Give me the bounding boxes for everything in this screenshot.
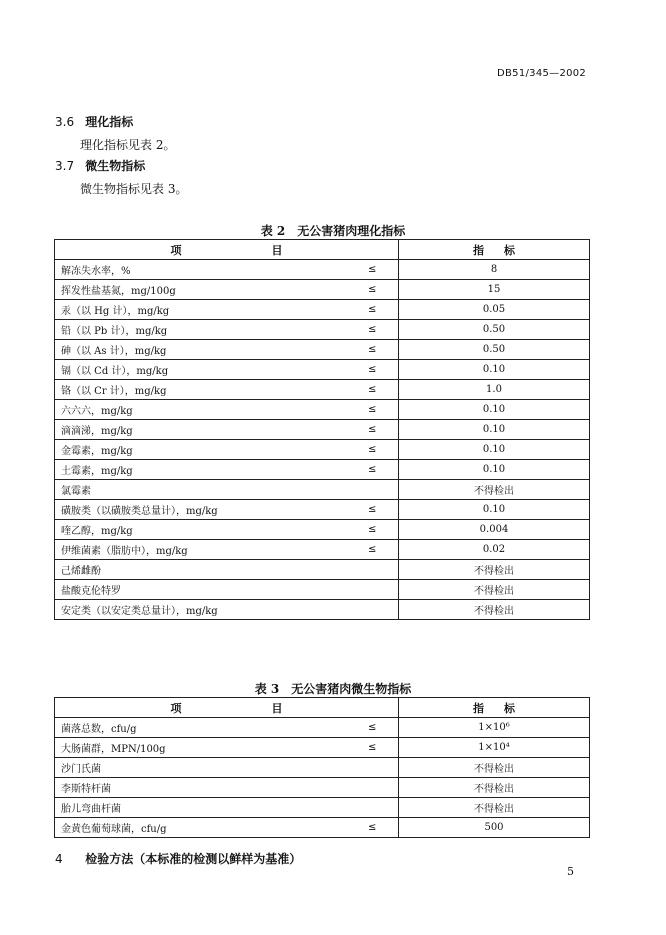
table-row — [55, 420, 590, 440]
table-row — [55, 320, 590, 340]
header-item: 项目 — [55, 698, 399, 718]
row-value: 不得检出 — [399, 758, 590, 778]
row-comparator: ≤ — [347, 340, 399, 360]
row-name: 安定类（以安定类总量计），mg/kg — [55, 600, 347, 620]
header-value: 指标 — [399, 240, 590, 260]
table-row — [55, 798, 590, 818]
table-row — [55, 480, 590, 500]
table-3 — [54, 697, 590, 838]
table-header-row — [55, 698, 590, 718]
row-value: 0.10 — [399, 440, 590, 460]
row-comparator: ≤ — [347, 360, 399, 380]
section-4-heading — [55, 850, 301, 867]
row-name: 砷（以 As 计），mg/kg — [55, 340, 347, 360]
row-comparator — [347, 580, 399, 600]
row-name: 金黄色葡萄球菌，cfu/g — [55, 818, 347, 838]
row-name: 铅（以 Pb 计），mg/kg — [55, 320, 347, 340]
row-value: 0.10 — [399, 420, 590, 440]
table-row — [55, 718, 590, 738]
section-number: 4 — [55, 852, 63, 866]
row-comparator — [347, 798, 399, 818]
row-comparator — [347, 758, 399, 778]
row-name: 李斯特杆菌 — [55, 778, 347, 798]
row-comparator: ≤ — [347, 420, 399, 440]
table-row — [55, 580, 590, 600]
row-name: 大肠菌群，MPN/100g — [55, 738, 347, 758]
row-name: 铬（以 Cr 计），mg/kg — [55, 380, 347, 400]
header-value: 指标 — [399, 698, 590, 718]
row-comparator: ≤ — [347, 300, 399, 320]
row-name: 挥发性盐基氮，mg/100g — [55, 280, 347, 300]
table-2-caption: 表 2 无公害猪肉理化指标 — [260, 224, 406, 238]
row-comparator — [347, 600, 399, 620]
row-value: 不得检出 — [399, 580, 590, 600]
row-value: 0.004 — [399, 520, 590, 540]
table-3-caption: 表 3 无公害猪肉微生物指标 — [254, 682, 412, 696]
section-title: 理化指标 — [85, 115, 134, 129]
row-value: 1×10⁴ — [399, 738, 590, 758]
row-name: 己烯雌酚 — [55, 560, 347, 580]
row-value: 不得检出 — [399, 600, 590, 620]
row-name: 菌落总数，cfu/g — [55, 718, 347, 738]
row-comparator — [347, 778, 399, 798]
row-comparator: ≤ — [347, 520, 399, 540]
table-2 — [54, 239, 590, 620]
row-name: 盐酸克伦特罗 — [55, 580, 347, 600]
row-name: 土霉素，mg/kg — [55, 460, 347, 480]
row-name: 金霉素，mg/kg — [55, 440, 347, 460]
row-comparator: ≤ — [347, 400, 399, 420]
section-3-7-text: 微生物指标见表 3。 — [80, 182, 188, 196]
row-name: 滴滴涕，mg/kg — [55, 420, 347, 440]
row-name: 六六六，mg/kg — [55, 400, 347, 420]
row-name: 镉（以 Cd 计），mg/kg — [55, 360, 347, 380]
row-name: 沙门氏菌 — [55, 758, 347, 778]
row-value: 1.0 — [399, 380, 590, 400]
row-value: 0.50 — [399, 320, 590, 340]
table-row — [55, 520, 590, 540]
row-value: 不得检出 — [399, 560, 590, 580]
table-3-body — [55, 718, 590, 838]
row-value: 0.10 — [399, 360, 590, 380]
row-value: 1×10⁶ — [399, 718, 590, 738]
table-row — [55, 300, 590, 320]
table-row — [55, 460, 590, 480]
row-comparator: ≤ — [347, 738, 399, 758]
section-3-6-text: 理化指标见表 2。 — [80, 138, 176, 152]
section-title: 检验方法（本标准的检测以鲜样为基准） — [85, 852, 302, 866]
row-value: 不得检出 — [399, 798, 590, 818]
row-name: 伊维菌素（脂肪中），mg/kg — [55, 540, 347, 560]
row-value: 不得检出 — [399, 778, 590, 798]
row-comparator — [347, 560, 399, 580]
section-3-6-heading — [55, 113, 133, 130]
table-row — [55, 540, 590, 560]
table-row — [55, 260, 590, 280]
row-comparator: ≤ — [347, 718, 399, 738]
row-name: 汞（以 Hg 计），mg/kg — [55, 300, 347, 320]
row-name: 解冻失水率，% — [55, 260, 347, 280]
section-title: 微生物指标 — [85, 159, 146, 173]
table-header-row — [55, 240, 590, 260]
section-number: 3.6 — [55, 115, 75, 129]
section-3-7-heading — [55, 157, 145, 174]
row-value: 500 — [399, 818, 590, 838]
table-row — [55, 560, 590, 580]
row-name: 喹乙醇，mg/kg — [55, 520, 347, 540]
table-row — [55, 340, 590, 360]
table-row — [55, 600, 590, 620]
table-row — [55, 500, 590, 520]
table-row — [55, 400, 590, 420]
row-comparator: ≤ — [347, 320, 399, 340]
row-comparator: ≤ — [347, 440, 399, 460]
document-code: DB51/345—2002 — [497, 68, 587, 79]
table-row — [55, 440, 590, 460]
table-row — [55, 738, 590, 758]
table-row — [55, 360, 590, 380]
table-row — [55, 778, 590, 798]
table-row — [55, 280, 590, 300]
row-value: 15 — [399, 280, 590, 300]
row-value: 0.05 — [399, 300, 590, 320]
row-value: 不得检出 — [399, 480, 590, 500]
row-value: 0.10 — [399, 500, 590, 520]
row-value: 8 — [399, 260, 590, 280]
row-name: 胎儿弯曲杆菌 — [55, 798, 347, 818]
table-row — [55, 818, 590, 838]
row-comparator: ≤ — [347, 540, 399, 560]
row-value: 0.10 — [399, 400, 590, 420]
row-value: 0.02 — [399, 540, 590, 560]
row-comparator: ≤ — [347, 818, 399, 838]
page-number: 5 — [567, 865, 574, 878]
row-comparator: ≤ — [347, 260, 399, 280]
row-name: 磺胺类（以磺胺类总量计），mg/kg — [55, 500, 347, 520]
section-number: 3.7 — [55, 159, 75, 173]
table-row — [55, 758, 590, 778]
row-comparator: ≤ — [347, 460, 399, 480]
row-comparator — [347, 480, 399, 500]
row-comparator: ≤ — [347, 380, 399, 400]
header-item: 项目 — [55, 240, 399, 260]
row-value: 0.50 — [399, 340, 590, 360]
row-value: 0.10 — [399, 460, 590, 480]
table-2-body — [55, 260, 590, 620]
row-name: 氯霉素 — [55, 480, 347, 500]
table-row — [55, 380, 590, 400]
row-comparator: ≤ — [347, 280, 399, 300]
row-comparator: ≤ — [347, 500, 399, 520]
